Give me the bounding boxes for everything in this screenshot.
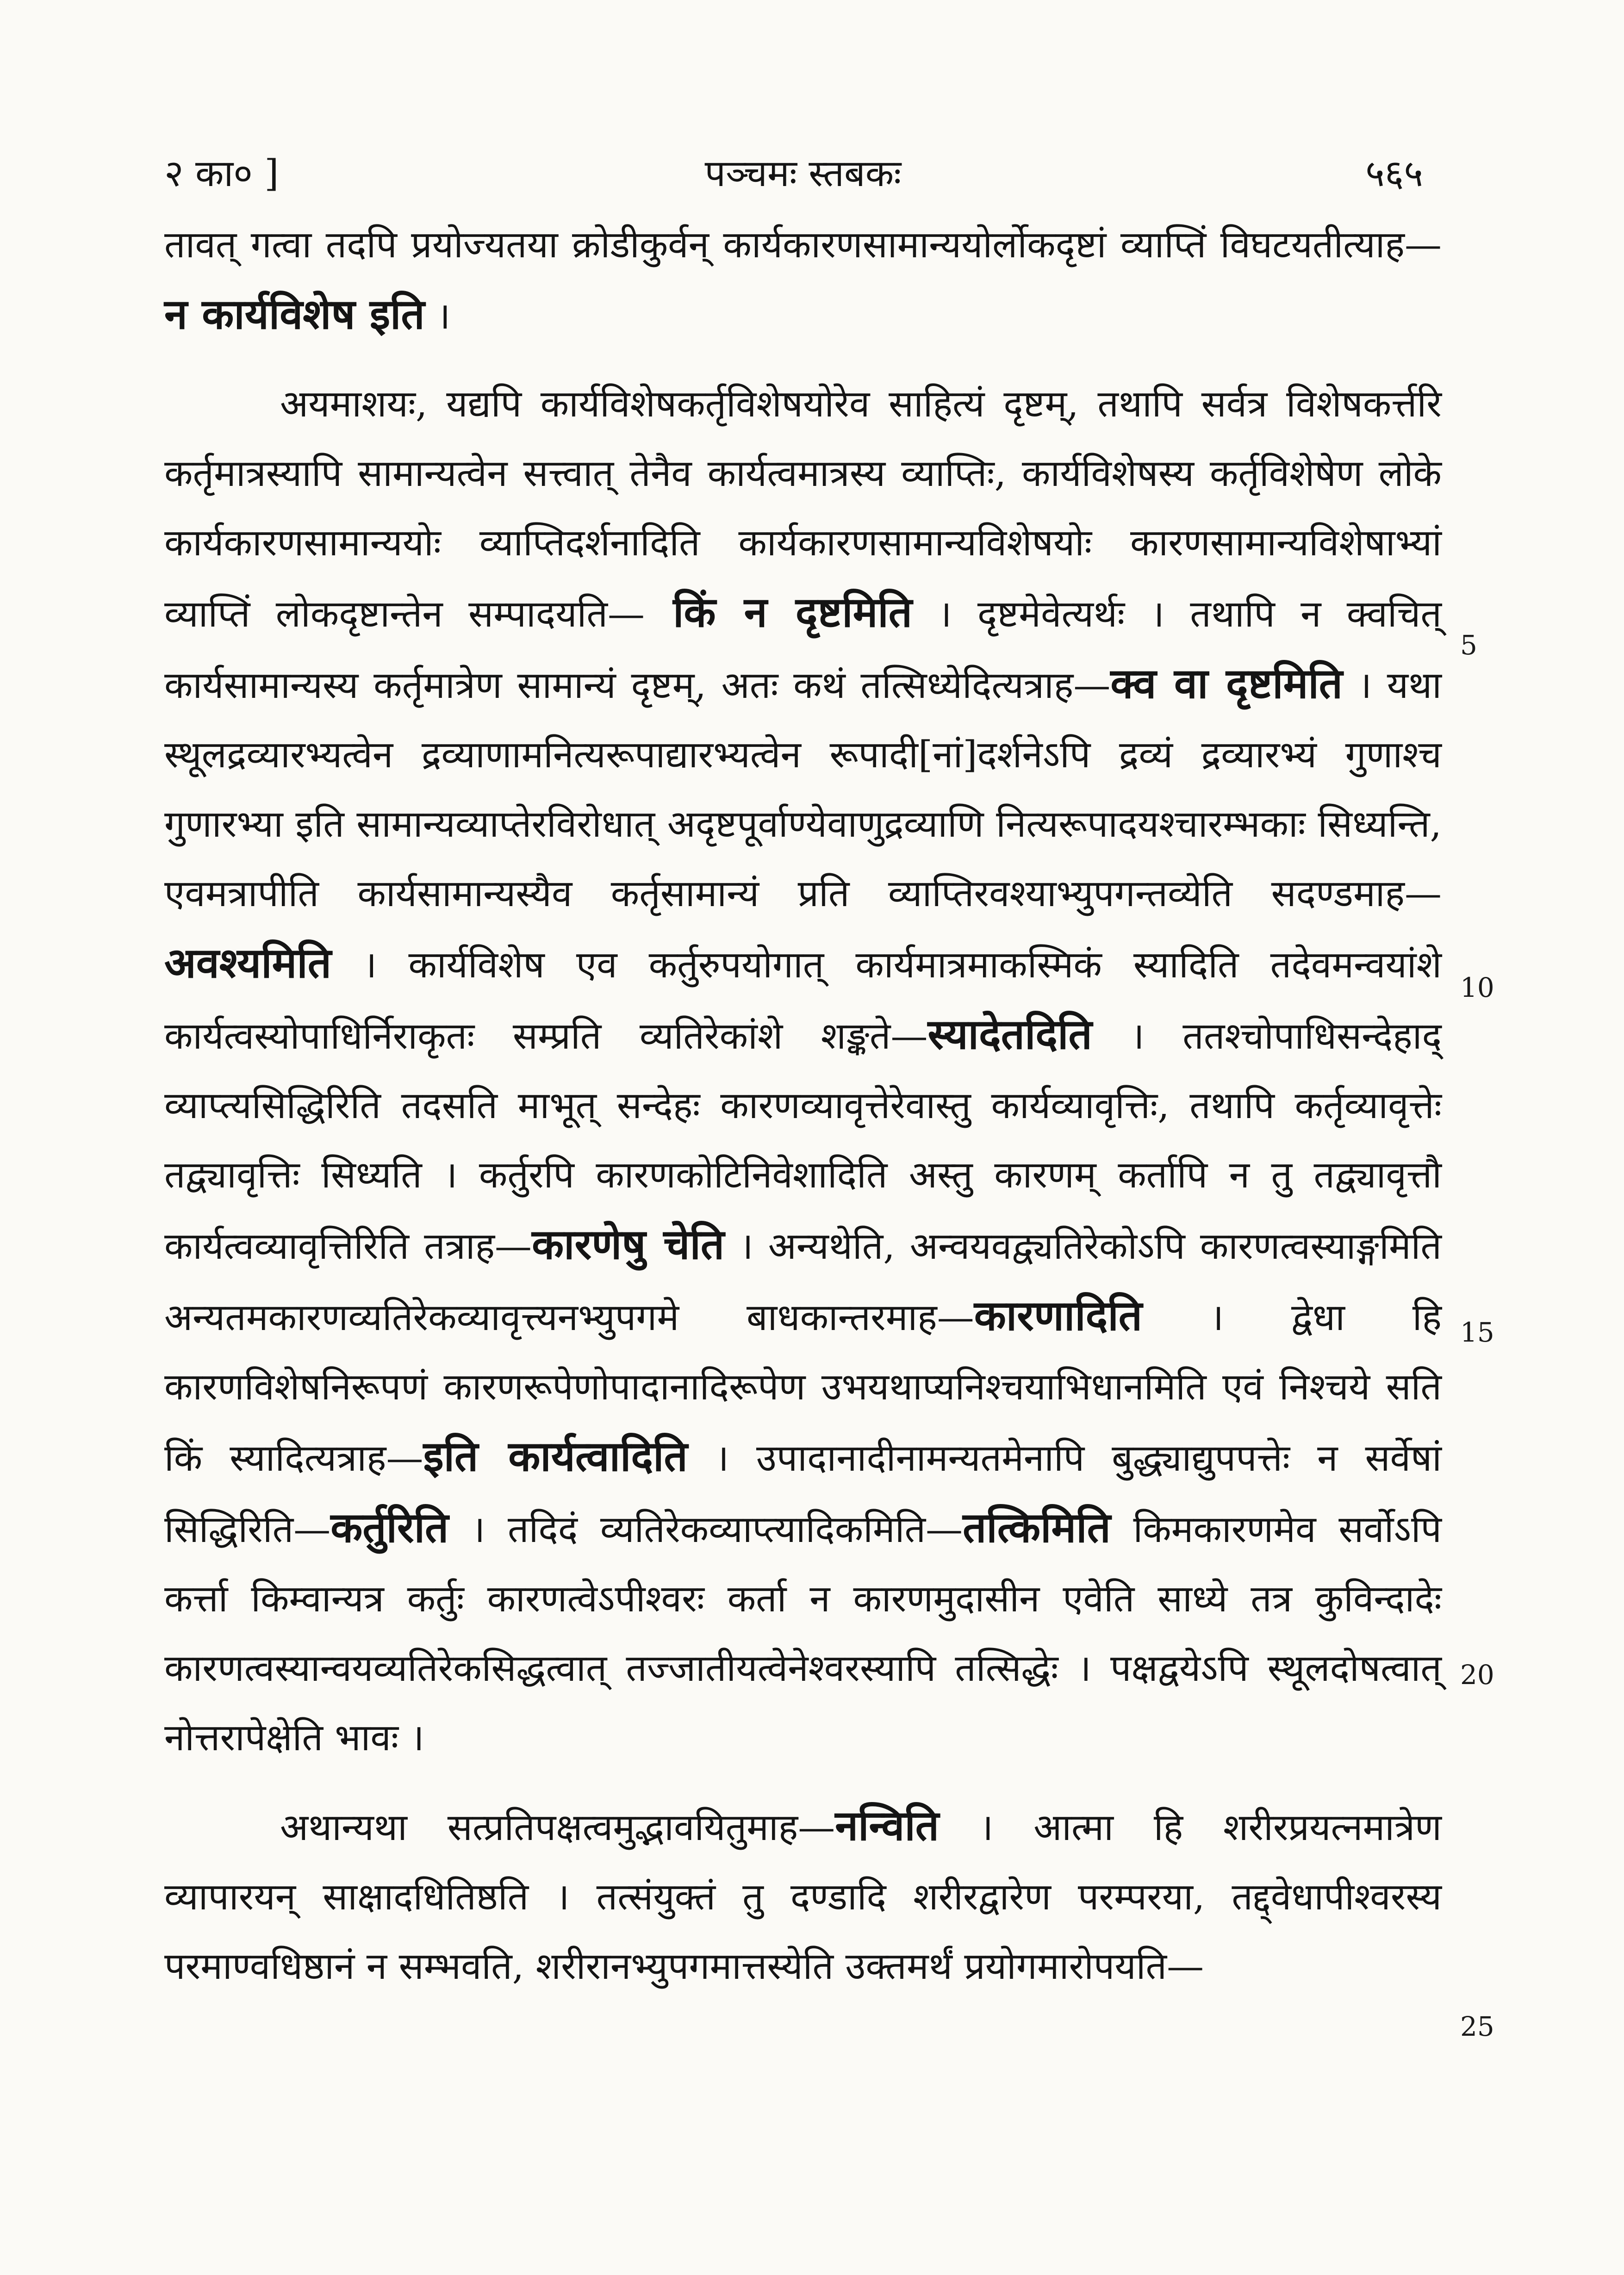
commentary-text: । तदिदं व्यतिरेकव्याप्त्यादिकमिति— — [448, 1508, 963, 1551]
commentary-text: । अन्यथेति, अन्वयवद्व्यतिरेकोऽपि कारणत्वस्याङ्गमिति अन्यतमकारणव्यतिरेकव्यावृत्त्यनभ्युपगमे बाधकान्तरमाह— — [164, 1225, 1442, 1339]
commentary-text: अयमाशयः, यद्यपि कार्यविशेषकर्तृविशेषयोरेव साहित्यं दृष्टम्, तथापि सर्वत्र विशेषकर्त्तरि कर्तृमात्रस्यापि सामान्यत्वेन सत्त्वात् तेनैव कार्यत्वमात्रस्य व्याप्तिः, कार्यविशेषस्य कर्तृविशेषेण लोके कार्यकारणसामान्ययोः व्याप्तिदर्शनादिति कार्यकारणसामान्यविशेषयोः कारणसामान्यविशेषाभ्यां व्याप्तिं लोकदृष्टान्तेन सम्पादयति— — [164, 382, 1442, 635]
commentary-text: । उपादानादीनामन्यतमेनापि बुद्ध्याद्युपपत्तेः न सर्वेषां सिद्धिरिति— — [164, 1436, 1442, 1551]
lemma-text: तत्किमिति — [963, 1503, 1111, 1552]
lemma-text: स्यादेतदिति — [927, 1010, 1092, 1059]
commentary-text: । दृष्टमेवेत्यर्थः । तथापि न क्वचित् कार्यसामान्यस्य कर्तृमात्रेण सामान्यं दृष्टम्, अतः कथं तत्सिध्येदित्यत्राह— — [164, 592, 1442, 707]
commentary-text: । यथा स्थूलद्रव्यारभ्यत्वेन द्रव्याणामनित्यरूपाद्यारभ्यत्वेन रूपादी[नां]दर्शनेऽपि द्रव्यं द्रव्यारभ्यं गुणाश्च गुणारभ्या इति सामान्यव्याप्तेरविरोधात् अदृष्टपूर्वाण्येवाणुद्रव्याणि नित्यरूपादयश्चारम्भकाः सिध्यन्ति, एवमत्रापीति कार्यसामान्यस्यैव कर्तृसामान्यं प्रति व्याप्तिरवश्याभ्युपगन्तव्येति सदण्डमाह— — [164, 664, 1442, 915]
lemma-text: कारणेषु चेति — [532, 1220, 725, 1269]
line-number-10: 10 — [1460, 972, 1494, 1003]
commentary-text: । कार्यविशेष एव कर्तुरुपयोगात् कार्यमात्रमाकस्मिकं स्यादिति तदेवमन्वयांशे कार्यत्वस्योपाधिर्निराकृतः सम्प्रति व्यतिरेकांशे शङ्कते— — [164, 943, 1442, 1057]
lemma-text: कारणादिति — [974, 1291, 1143, 1340]
body-text — [164, 208, 1442, 2001]
lemma-text: इति कार्यत्वादिति — [423, 1432, 688, 1481]
lemma-text: क्व वा दृष्टमिति — [1110, 659, 1343, 708]
lemma-text: न कार्यविशेष इति — [164, 290, 425, 339]
commentary-text: अथान्यथा सत्प्रतिपक्षत्वमुद्भावयितुमाह— — [280, 1806, 835, 1849]
running-head — [164, 139, 1442, 208]
lemma-text: किं न दृष्टमिति — [644, 588, 913, 637]
commentary-text: तावत् गत्वा तदपि प्रयोज्यतया क्रोडीकुर्वन् कार्यकारणसामान्ययोर्लोकदृष्टां व्याप्तिं विघटयतीत्याह— — [164, 223, 1442, 266]
line-number-20: 20 — [1460, 1659, 1494, 1691]
paragraph-1 — [164, 208, 1442, 351]
paragraph-3 — [164, 1791, 1442, 2001]
commentary-text: । ततश्चोपाधिसन्देहाद् व्याप्त्यसिद्धिरिति तदसति माभूत् सन्देहः कारणव्यावृत्तेरेवास्तु कार्यव्यावृत्तिः, तथापि कर्तृव्यावृत्तेः तद्व्यावृत्तिः सिध्यति । कर्तुरपि कारणकोटिनिवेशादिति अस्तु कारणम् कर्तापि न तु तद्व्यावृत्तौ कार्यत्वव्यावृत्तिरिति तत्राह— — [164, 1014, 1442, 1268]
line-number-5: 5 — [1460, 629, 1477, 661]
lemma-text: अवश्यमिति — [164, 939, 331, 988]
line-number-15: 15 — [1460, 1317, 1494, 1348]
document-page — [164, 139, 1494, 2175]
paragraph-2 — [164, 369, 1442, 1772]
commentary-text: किमकारणमेव सर्वोऽपि कर्त्ता किम्वान्यत्र कर्तुः कारणत्वेऽपीश्वरः कर्ता न कारणमुदासीन एवेति साध्ये तत्र कुविन्दादेः कारणत्वस्यान्वयव्यतिरेकसिद्धत्वात् तज्जातीयत्वेनेश्वरस्यापि तत्सिद्धेः । पक्षद्वयेऽपि स्थूलदोषत्वात् नोत्तरापेक्षेति भावः । — [164, 1508, 1442, 1759]
commentary-text: । आत्मा हि शरीरप्रयत्नमात्रेण व्यापारयन् साक्षादधितिष्ठति । तत्संयुक्तं तु दण्डादि शरीरद्वारेण परम्परया, तद्द्वेधापीश्वरस्य परमाण्वधिष्ठानं न सम्भवति, शरीरानभ्युपगमात्तस्येति उक्तमर्थं प्रयोगमारोपयति— — [164, 1806, 1442, 1988]
lemma-text: कर्तुरिति — [330, 1503, 449, 1552]
lemma-text: नन्विति — [835, 1801, 940, 1850]
running-head-title: पञ्चमः स्तबकः — [704, 152, 902, 195]
line-number-25: 25 — [1460, 2011, 1494, 2042]
page-number: ५६५ — [1365, 152, 1423, 195]
commentary-text: । — [424, 294, 451, 337]
commentary-text: । द्वेधा हि कारणविशेषनिरूपणं कारणरूपेणोपादानादिरूपेण उभयथाप्यनिश्चयाभिधानमिति एवं निश्चये सति किं स्यादित्यत्राह— — [164, 1296, 1442, 1479]
running-head-left: २ का० ] — [164, 152, 279, 195]
